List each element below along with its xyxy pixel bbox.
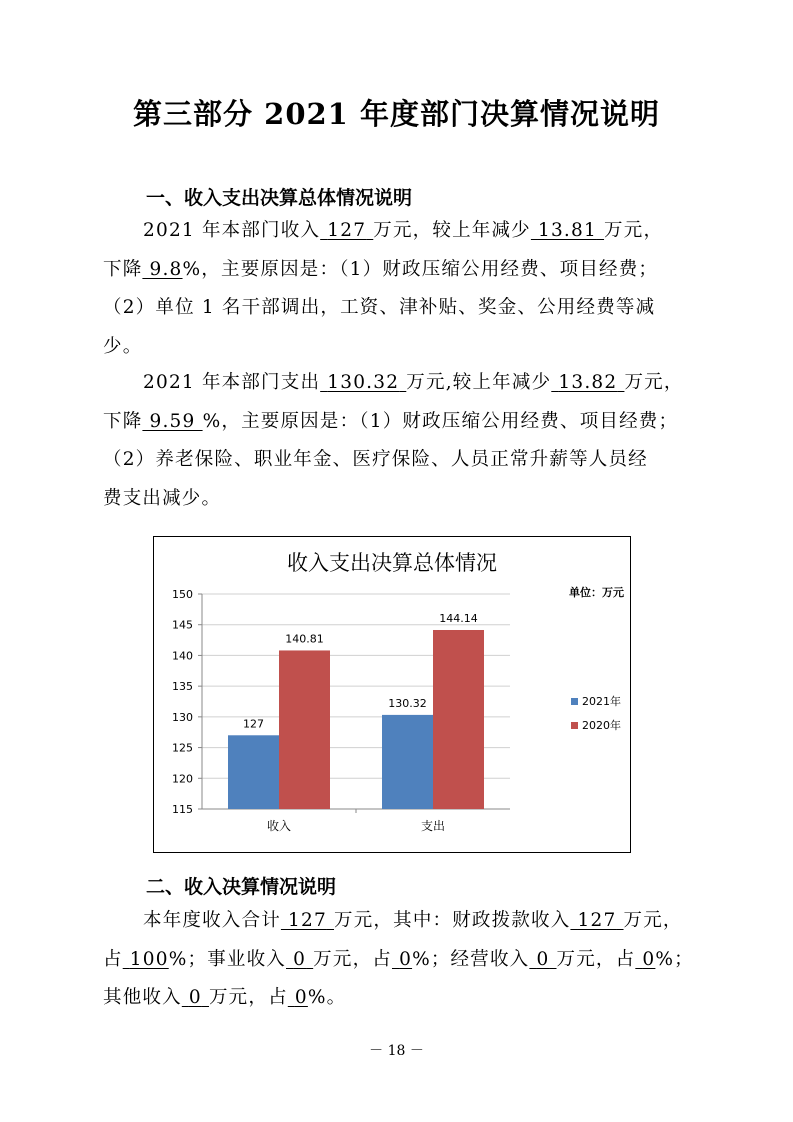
- text-line: 少。: [103, 335, 143, 357]
- bar: [228, 735, 279, 809]
- value: 0: [642, 948, 656, 970]
- text: 万元，: [604, 220, 664, 241]
- total-income-value: [281, 910, 334, 931]
- text: 万元，较上年减少: [373, 220, 531, 241]
- data-label: 130.32: [388, 696, 427, 710]
- text: 下降: [103, 410, 143, 432]
- operating-pct-value: [635, 949, 655, 970]
- value: 0: [399, 948, 413, 970]
- legend-swatch: [571, 698, 578, 705]
- paragraph-income-detail: [103, 902, 693, 1018]
- y-tick-label: 135: [172, 680, 193, 694]
- page-title: 第三部分 2021 年度部门决算情况说明: [133, 97, 660, 131]
- text: 下降: [103, 258, 143, 280]
- y-tick-label: 115: [172, 803, 193, 816]
- fiscal-income-value: [570, 910, 623, 931]
- text: 2021 年本部门支出: [143, 372, 321, 393]
- text-line: [103, 979, 693, 1018]
- income-rate-value: [142, 259, 182, 280]
- text-line: [103, 251, 693, 290]
- text-line: [103, 403, 693, 442]
- text: %；事业收入: [168, 948, 286, 970]
- text: 占: [103, 948, 123, 970]
- text: 万元，: [624, 372, 684, 393]
- value: 0: [294, 987, 308, 1008]
- chart-unit: 单位：万元: [569, 586, 624, 599]
- section-heading-1: 一、收入支出决算总体情况说明: [146, 187, 413, 209]
- legend-label: 2020年: [582, 719, 621, 732]
- x-tick-label: 收入: [266, 819, 292, 833]
- text-line: 费支出减少。: [103, 487, 222, 509]
- paragraph-expense: [103, 364, 693, 518]
- value: 9.59: [149, 410, 196, 432]
- x-tick-label: 支出: [420, 819, 446, 833]
- paragraph-income: [103, 212, 693, 366]
- value: 13.81: [537, 220, 597, 241]
- bar-chart: [154, 537, 630, 852]
- legend-swatch: [571, 722, 578, 729]
- income-expense-chart: [153, 536, 631, 853]
- data-label: 127: [243, 717, 264, 731]
- y-tick-label: 120: [172, 772, 193, 786]
- value: 100: [129, 948, 169, 970]
- text: 2021 年本部门收入: [143, 220, 321, 241]
- y-tick-label: 130: [172, 710, 193, 724]
- text: 本年度收入合计: [143, 910, 281, 931]
- value: 9.8: [149, 258, 183, 280]
- y-tick-label: 125: [172, 741, 193, 755]
- expense-value: [320, 372, 406, 393]
- text: 万元，: [623, 910, 683, 931]
- text: 万元，其中：财政拨款收入: [334, 910, 571, 931]
- business-pct-value: [392, 949, 412, 970]
- text-line: [103, 902, 693, 941]
- business-income-value: [286, 949, 313, 970]
- value: 130.32: [327, 372, 400, 393]
- income-decrease-value: [531, 220, 604, 241]
- text: %；: [655, 948, 694, 970]
- text-line: [103, 212, 693, 251]
- text-line: [103, 364, 693, 403]
- text: 万元，占: [556, 948, 636, 970]
- y-tick-label: 140: [172, 649, 193, 663]
- text-line: （2）养老保险、职业年金、医疗保险、人员正常升薪等人员经: [103, 449, 648, 470]
- text: 万元，占: [313, 948, 392, 970]
- text: 其他收入: [103, 987, 182, 1008]
- section-heading-2: 二、收入决算情况说明: [146, 876, 337, 898]
- y-tick-label: 150: [172, 588, 193, 601]
- operating-income-value: [529, 949, 556, 970]
- data-label: 140.81: [285, 632, 324, 646]
- text-line: [103, 941, 693, 980]
- value: 127: [577, 910, 617, 931]
- value: 127: [327, 220, 367, 241]
- value: 13.82: [558, 372, 618, 393]
- chart-title: 收入支出决算总体情况: [287, 551, 497, 575]
- other-income-value: [182, 987, 209, 1008]
- bar: [433, 630, 484, 809]
- bar: [382, 715, 433, 809]
- expense-decrease-value: [551, 372, 624, 393]
- text: %。: [307, 987, 347, 1008]
- fiscal-pct-value: [123, 949, 169, 970]
- value: 127: [288, 910, 327, 931]
- income-value: [320, 220, 373, 241]
- other-pct-value: [288, 987, 308, 1008]
- text-line: （2）单位 1 名干部调出，工资、津补贴、奖金、公用经费等减: [103, 297, 656, 318]
- y-tick-label: 145: [172, 618, 193, 632]
- text: 万元,较上年减少: [406, 372, 552, 393]
- value: 0: [536, 948, 550, 970]
- value: 0: [188, 987, 202, 1008]
- text: %；经营收入: [412, 948, 530, 970]
- value: 0: [293, 948, 307, 970]
- expense-rate-value: [142, 411, 202, 432]
- page-number: － 18 －: [369, 1043, 424, 1059]
- bar: [279, 650, 330, 809]
- text: %，主要原因是：（1）财政压缩公用经费、项目经费；: [202, 410, 679, 432]
- data-label: 144.14: [439, 611, 478, 625]
- text: %，主要原因是：（1）财政压缩公用经费、项目经费；: [182, 258, 659, 280]
- text: 万元，占: [208, 987, 288, 1008]
- legend-label: 2021年: [582, 695, 621, 708]
